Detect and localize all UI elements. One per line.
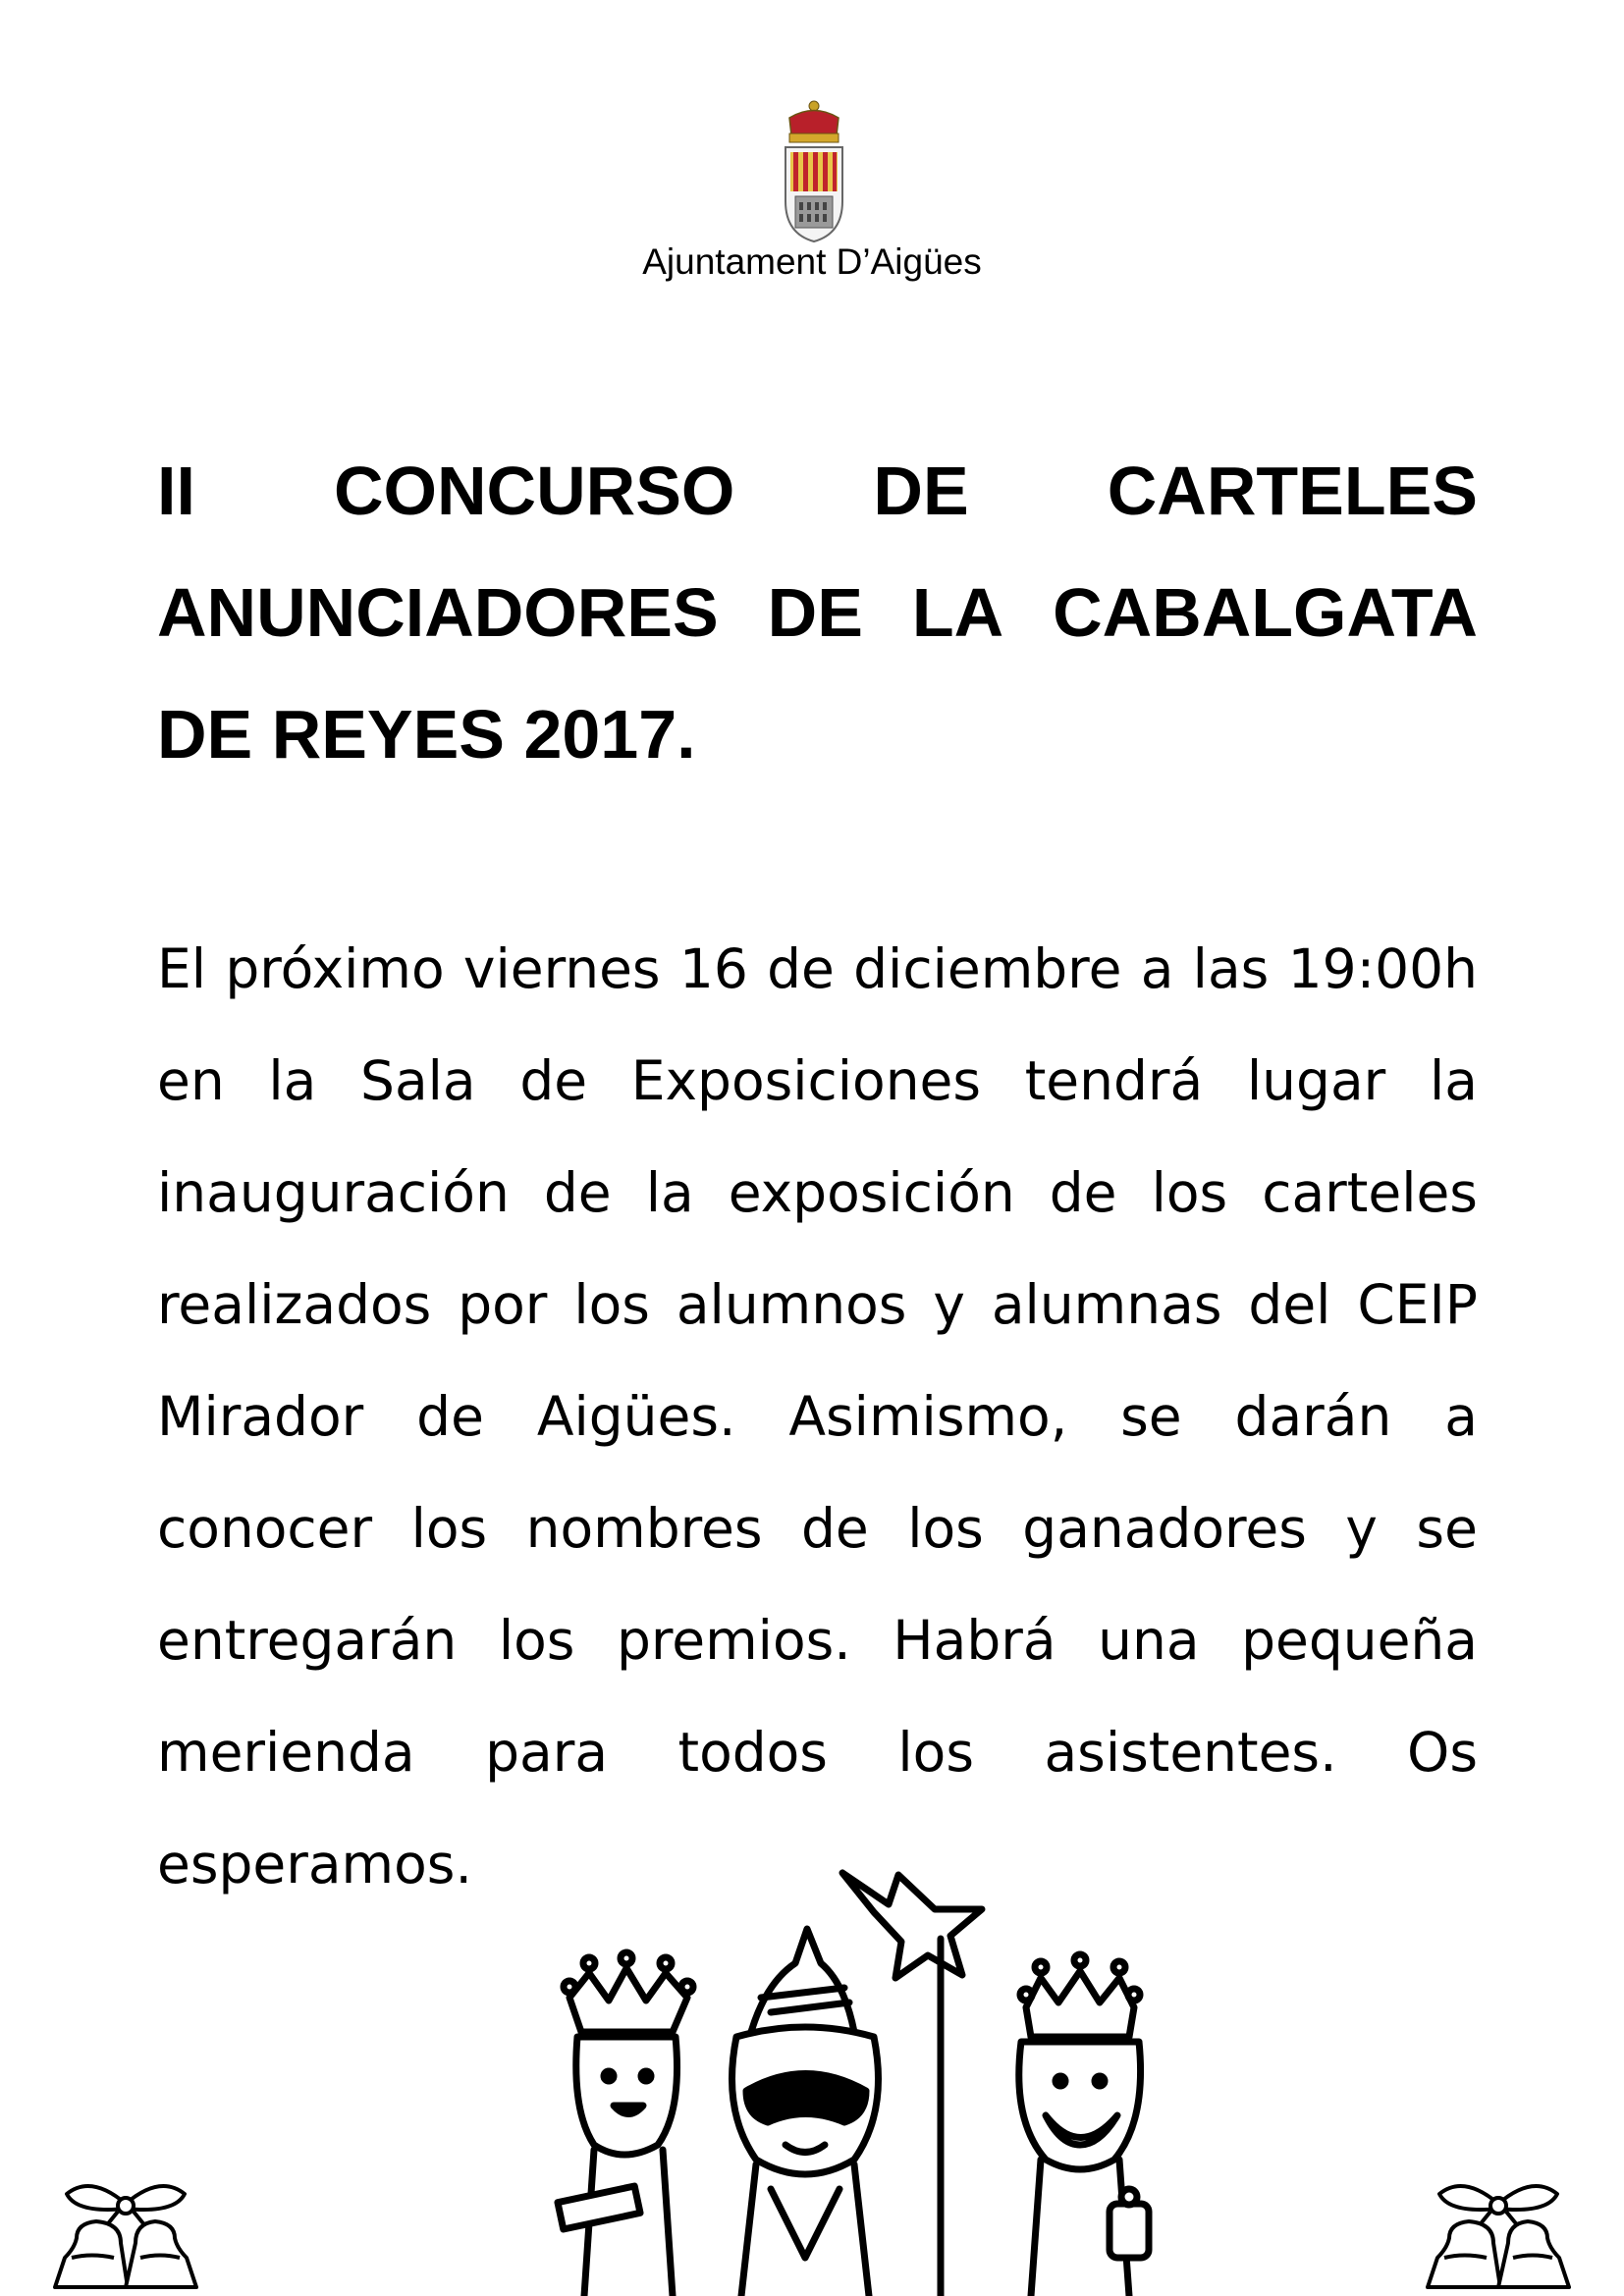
word: del (1248, 1273, 1331, 1336)
word: darán (1234, 1385, 1392, 1448)
word: 16 (678, 937, 748, 1000)
word: de (543, 1161, 612, 1224)
word: los (410, 1497, 488, 1560)
word: una (1098, 1609, 1200, 1672)
word: CEIP (1357, 1273, 1478, 1336)
announcement-paragraph (157, 913, 1478, 1920)
title-word: DE (767, 574, 863, 651)
word: de (801, 1497, 869, 1560)
word: a (1140, 937, 1174, 1000)
word: viernes (462, 937, 661, 1000)
title-word: II (157, 453, 195, 529)
word: se (1120, 1385, 1182, 1448)
word: esperamos. (157, 1833, 472, 1896)
word: la (268, 1049, 317, 1112)
word: a (1444, 1385, 1478, 1448)
word: 19:00h (1287, 937, 1478, 1000)
word: para (485, 1721, 609, 1784)
word: por (458, 1273, 548, 1336)
paragraph-line (157, 1249, 1478, 1361)
word: en (157, 1049, 225, 1112)
paragraph-line (157, 913, 1478, 1025)
word: de (1049, 1161, 1117, 1224)
paragraph-line (157, 1137, 1478, 1249)
word: la (645, 1161, 694, 1224)
word: merienda (157, 1721, 415, 1784)
word: Habrá (893, 1609, 1056, 1672)
word: los (907, 1497, 984, 1560)
word: los (498, 1609, 575, 1672)
word: realizados (157, 1273, 432, 1336)
title-word: ANUNCIADORES (157, 574, 719, 651)
word: alumnas (991, 1273, 1222, 1336)
word: y (933, 1273, 965, 1336)
word: ganadores (1022, 1497, 1307, 1560)
word: Aigües. (536, 1385, 736, 1448)
word: Mirador (157, 1385, 364, 1448)
christmas-bells-icon (1410, 2164, 1587, 2296)
word: de (416, 1385, 484, 1448)
three-wise-men-icon (550, 1865, 1188, 2296)
word: las (1192, 937, 1270, 1000)
word: se (1416, 1497, 1478, 1560)
word: entregarán (157, 1609, 458, 1672)
word: El (157, 937, 207, 1000)
title-word: LA (911, 574, 1004, 651)
title-line (157, 430, 1478, 552)
word: de (519, 1049, 588, 1112)
word: Asimismo, (788, 1385, 1068, 1448)
title-word: DE REYES 2017. (157, 696, 696, 773)
word: premios. (616, 1609, 851, 1672)
paragraph-line (157, 1361, 1478, 1472)
document-title (157, 430, 1478, 795)
word: tendrá (1024, 1049, 1204, 1112)
word: diciembre (853, 937, 1122, 1000)
title-line (157, 552, 1478, 673)
word: lugar (1246, 1049, 1386, 1112)
word: los (1151, 1161, 1228, 1224)
word: Exposiciones (630, 1049, 982, 1112)
word: alumnos (676, 1273, 907, 1336)
organization-name: Ajuntament D’Aigües (642, 241, 982, 282)
word: de (767, 937, 835, 1000)
word: asistentes. (1044, 1721, 1337, 1784)
title-word: DE (873, 453, 969, 529)
paragraph-line (157, 1696, 1478, 1808)
word: nombres (525, 1497, 763, 1560)
word: exposición (728, 1161, 1015, 1224)
word: los (897, 1721, 974, 1784)
paragraph-line (157, 1472, 1478, 1584)
title-line (157, 673, 1478, 795)
word: próximo (225, 937, 445, 1000)
word: pequeña (1241, 1609, 1478, 1672)
word: todos (677, 1721, 828, 1784)
word: la (1429, 1049, 1478, 1112)
paragraph-line (157, 1025, 1478, 1137)
word: y (1345, 1497, 1378, 1560)
coat-of-arms-icon (780, 98, 848, 245)
word: Os (1407, 1721, 1478, 1784)
paragraph-line (157, 1584, 1478, 1696)
word: carteles (1262, 1161, 1478, 1224)
title-word: CABALGATA (1053, 574, 1478, 651)
word: inauguración (157, 1161, 510, 1224)
christmas-bells-icon (37, 2164, 214, 2296)
word: los (573, 1273, 650, 1336)
title-word: CONCURSO (333, 453, 735, 529)
title-word: CARTELES (1107, 453, 1478, 529)
word: conocer (157, 1497, 373, 1560)
word: Sala (360, 1049, 476, 1112)
